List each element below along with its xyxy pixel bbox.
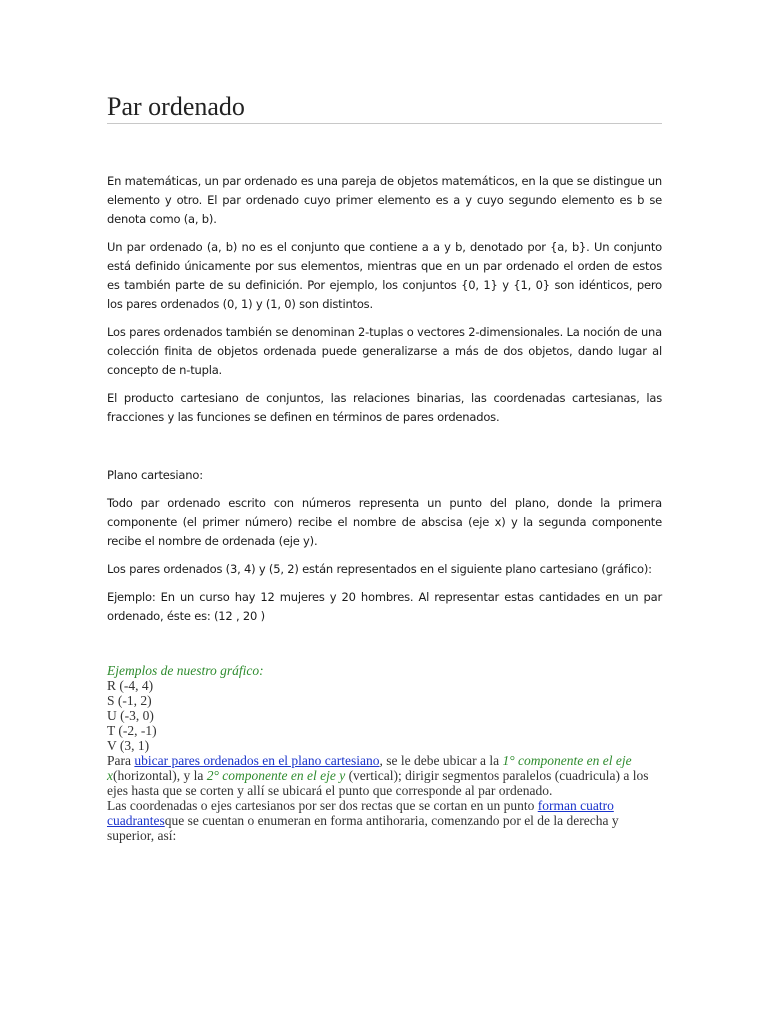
point-item: T (-2, -1): [107, 723, 157, 738]
text-fragment: Para: [107, 753, 135, 768]
page-title: Par ordenado: [107, 92, 245, 121]
paragraph-locate: [107, 753, 662, 798]
link-ubicar-pares[interactable]: ubicar pares ordenados en el plano cartesiano: [134, 753, 380, 768]
emphasis-second-component: 2° componente en el eje y: [206, 768, 346, 783]
main-text: [107, 172, 662, 635]
paragraph-tuples: Los pares ordenados también se denominan 2-tuplas o vectores 2-dimensionales. La noción de una colección finita de objetos ordenada puede generalizarse a más de dos objetos, dando lugar al concepto de n-tupla.: [107, 325, 662, 377]
point-item: R (-4, 4): [107, 678, 154, 693]
section-heading-plano: Plano cartesiano:: [107, 468, 203, 482]
link-cuatro-cuadrantes[interactable]: forman cuatro cuadrantes: [107, 798, 614, 828]
point-item: U (-3, 0): [107, 708, 154, 723]
point-item: S (-1, 2): [107, 693, 152, 708]
emphasis-first-component: 1° componente en el eje x: [107, 753, 632, 783]
examples-heading: Ejemplos de nuestro gráfico:: [107, 663, 264, 678]
title-divider: [107, 123, 662, 124]
examples-block: [107, 663, 662, 843]
paragraph-not-set: Un par ordenado (a, b) no es el conjunto que contiene a a y b, denotado por {a, b}. Un conjunto está definido únicamente por sus elementos, mientras que en un par ordenado el orden de estos es también parte de su definición. Por ejemplo, los conjuntos {0, 1} y {1, 0} son idénticos, pero los pares ordenados (0, 1) y (1, 0) son distintos.: [107, 240, 662, 311]
paragraph-pairs-shown: Los pares ordenados (3, 4) y (5, 2) están representados en el siguiente plano cartesiano (gráfico):: [107, 562, 652, 576]
paragraph-cartesian-product: El producto cartesiano de conjuntos, las relaciones binarias, las coordenadas cartesianas, las fracciones y las funciones se definen en términos de pares ordenados.: [107, 391, 662, 424]
paragraph-example: Ejemplo: En un curso hay 12 mujeres y 20 hombres. Al representar estas cantidades en un par ordenado, éste es: (12 , 20 ): [107, 590, 662, 623]
text-fragment: (horizontal), y la: [113, 768, 207, 783]
text-fragment: (vertical); dirigir segmentos paralelos (cuadricula) a los ejes hasta que se corten y allí se ubicará el punto que corresponde al par ordenado.: [107, 768, 649, 798]
paragraph-axes: [107, 798, 662, 843]
paragraph-definition: En matemáticas, un par ordenado es una pareja de objetos matemáticos, en la que se distingue un elemento y otro. El par ordenado cuyo primer elemento es a y cuyo segundo elemento es b se denota como (a, b).: [107, 174, 662, 226]
text-fragment: , se le debe ubicar a la: [379, 753, 503, 768]
text-fragment: que se cuentan o enumeran en forma antihoraria, comenzando por el de la derecha y superior, así:: [107, 813, 619, 843]
paragraph-plane: Todo par ordenado escrito con números representa un punto del plano, donde la primera componente (el primer número) recibe el nombre de abscisa (eje x) y la segunda componente recibe el nombre de ordenada (eje y).: [107, 496, 662, 548]
point-item: V (3, 1): [107, 738, 150, 753]
text-fragment: Las coordenadas o ejes cartesianos por ser dos rectas que se cortan en un punto: [107, 798, 538, 813]
